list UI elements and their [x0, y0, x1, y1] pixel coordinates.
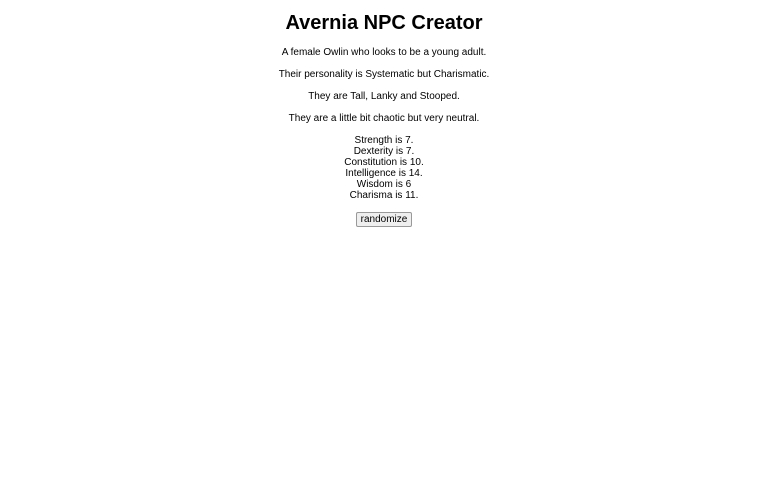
personality-description: Their personality is Systematic but Charismatic.: [278, 69, 490, 80]
stat-intelligence: Intelligence is 14.: [345, 168, 423, 179]
race-description: A female Owlin who looks to be a young adult.: [281, 47, 487, 58]
stat-charisma: Charisma is 11.: [349, 190, 419, 201]
page-title: Avernia NPC Creator: [285, 12, 483, 34]
stat-wisdom: Wisdom is 6: [356, 179, 412, 190]
physique-description: They are Tall, Lanky and Stooped.: [308, 91, 460, 102]
stat-dexterity: Dexterity is 7.: [353, 146, 415, 157]
alignment-description: They are a little bit chaotic but very neutral.: [288, 113, 480, 124]
stat-constitution: Constitution is 10.: [344, 157, 424, 168]
randomize-button[interactable]: randomize: [356, 212, 413, 227]
stat-strength: Strength is 7.: [354, 135, 414, 146]
stats-list: [0, 135, 768, 201]
